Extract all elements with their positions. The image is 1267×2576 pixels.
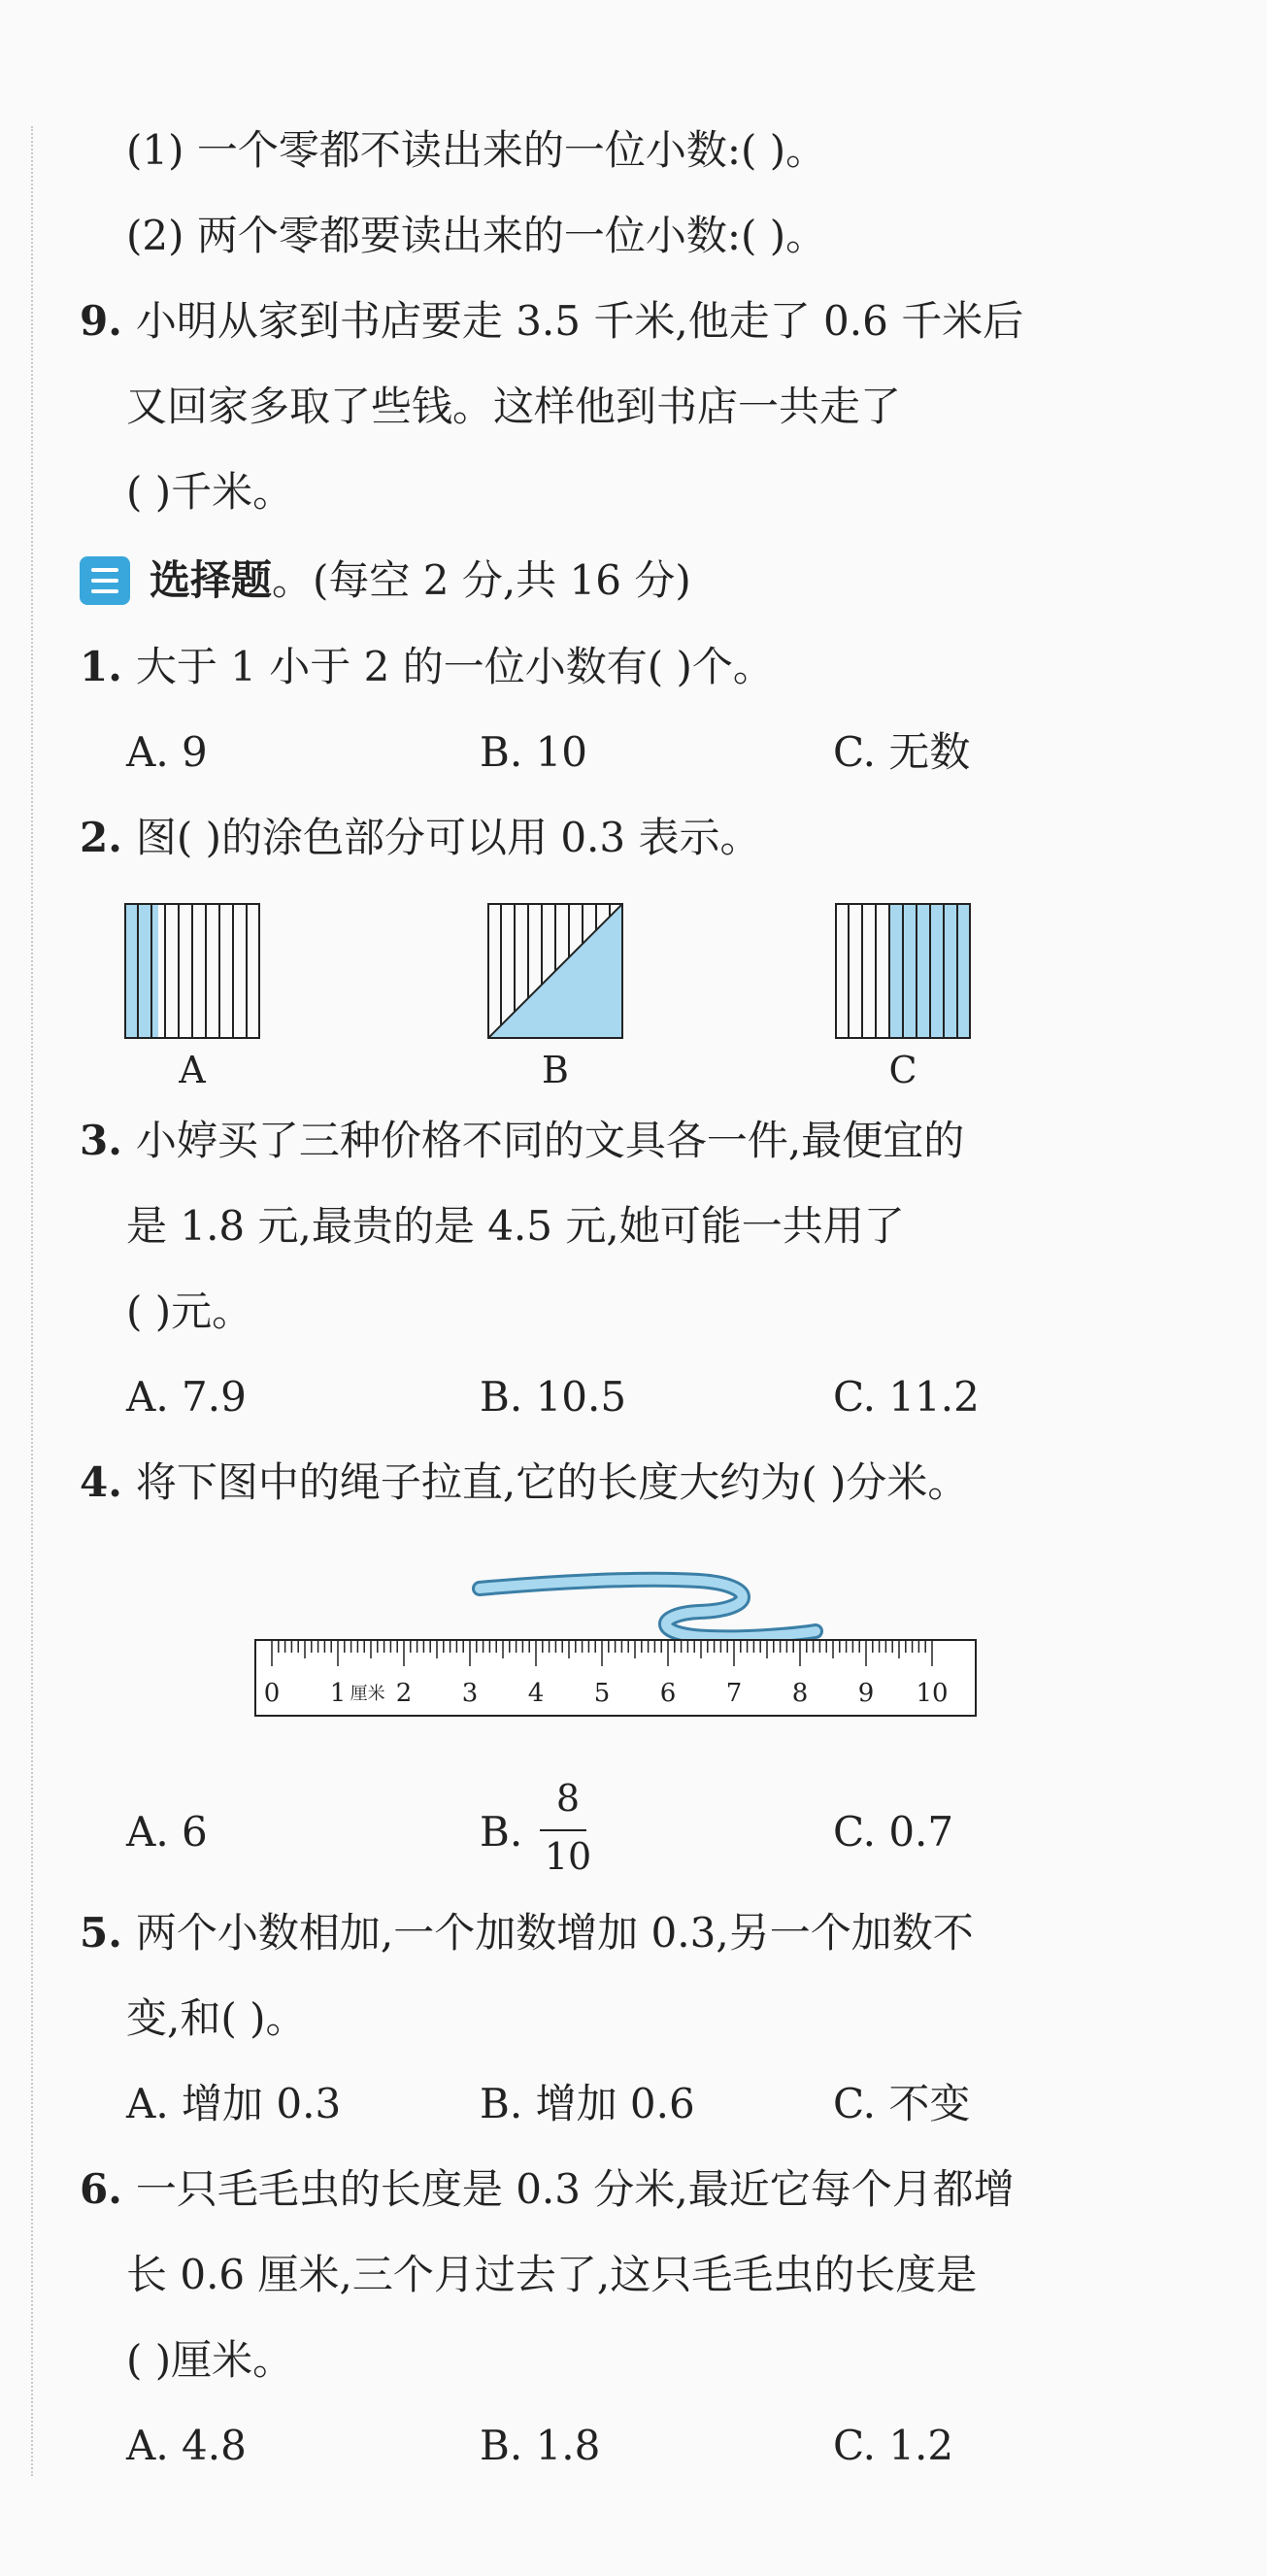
q6-line2: 长 0.6 厘米,三个月过去了,这只毛毛虫的长度是	[126, 2251, 978, 2298]
ruler-unit-label: 厘米	[350, 1684, 385, 1704]
q3-option-a: A. 7.9	[126, 1373, 247, 1421]
q6-number: 6.	[80, 2165, 122, 2213]
q4-option-a: A. 6	[126, 1808, 208, 1856]
q5-option-a: A. 增加 0.3	[126, 2080, 342, 2127]
q9-line1	[80, 297, 1023, 346]
ruler-tick-label: 9	[857, 1679, 875, 1708]
figure-c	[835, 903, 971, 1039]
q6-line1	[80, 2165, 1015, 2214]
q9-line2: 又回家多取了些钱。这样他到书店一共走了	[126, 383, 902, 430]
section-three-badge-icon	[80, 556, 130, 605]
figure-b	[487, 903, 623, 1039]
q4-option-c: C. 0.7	[833, 1808, 954, 1856]
section-title-text: 选择题	[150, 556, 273, 604]
q1-line	[80, 643, 774, 691]
q5-option-c: C. 不变	[833, 2080, 971, 2127]
q6-option-a: A. 4.8	[126, 2422, 247, 2469]
q5-line2: 变,和( )。	[126, 1994, 307, 2042]
q2-line	[80, 814, 760, 862]
q4-number: 4.	[80, 1458, 122, 1506]
q3-line1	[80, 1117, 964, 1165]
q3-line2: 是 1.8 元,最贵的是 4.5 元,她可能一共用了	[126, 1202, 905, 1250]
fraction-bar	[540, 1829, 586, 1831]
ruler-tick-label: 1	[329, 1679, 347, 1708]
q2-text: 图( )的涂色部分可以用 0.3 表示。	[135, 814, 761, 861]
q1-option-c: C. 无数	[833, 728, 971, 776]
q3-option-c: C. 11.2	[833, 1373, 980, 1421]
q5-line1	[80, 1909, 974, 1957]
q6-option-b: B. 1.8	[480, 2422, 601, 2469]
ruler	[254, 1639, 977, 1717]
q8-sub1: (1) 一个零都不读出来的一位小数:( )。	[126, 126, 827, 174]
q9-number: 9.	[80, 297, 122, 345]
q4-line	[80, 1458, 968, 1507]
ruler-tick-label: 10	[916, 1679, 949, 1708]
ruler-tick-label: 5	[593, 1679, 611, 1708]
q5-text: 两个小数相加,一个加数增加 0.3,另一个加数不	[135, 1909, 974, 1957]
q6-option-c: C. 1.2	[833, 2422, 954, 2469]
figure-b-label: B	[542, 1049, 569, 1091]
ruler-tick-label: 6	[659, 1679, 677, 1708]
q1-number: 1.	[80, 643, 122, 690]
q9-text: 小明从家到书店要走 3.5 千米,他走了 0.6 千米后	[135, 297, 1024, 345]
figure-a-label: A	[179, 1049, 206, 1091]
ruler-tick-label: 0	[263, 1679, 281, 1708]
q4-option-b-prefix: B.	[480, 1808, 523, 1856]
ruler-tick-label: 3	[461, 1679, 479, 1708]
q4-text: 将下图中的绳子拉直,它的长度大约为( )分米。	[135, 1458, 969, 1506]
rope-illustration	[466, 1554, 835, 1641]
q2-number: 2.	[80, 814, 122, 861]
figure-c-label: C	[888, 1049, 917, 1091]
q4-option-b-denominator: 10	[544, 1835, 592, 1878]
q4-option-b-numerator: 8	[555, 1777, 581, 1820]
q3-line3: ( )元。	[126, 1288, 253, 1335]
ruler-tick-label: 4	[527, 1679, 545, 1708]
section-three-title	[150, 556, 691, 605]
ruler-tick-label: 2	[395, 1679, 413, 1708]
q1-option-b: B. 10	[480, 728, 588, 776]
section-note: 。(每空 2 分,共 16 分)	[272, 556, 691, 604]
ruler-tick-label: 7	[725, 1679, 743, 1708]
q3-number: 3.	[80, 1117, 122, 1164]
q3-option-b: B. 10.5	[480, 1373, 627, 1421]
q8-sub2: (2) 两个零都要读出来的一位小数:( )。	[126, 212, 827, 259]
q6-line3: ( )厘米。	[126, 2336, 294, 2384]
figure-a	[124, 903, 260, 1039]
q5-number: 5.	[80, 1909, 122, 1957]
ruler-tick-label: 8	[791, 1679, 809, 1708]
q9-line3: ( )千米。	[126, 468, 294, 516]
q6-text: 一只毛毛虫的长度是 0.3 分米,最近它每个月都增	[135, 2165, 1015, 2213]
margin-dotted-line	[31, 126, 33, 2476]
q1-option-a: A. 9	[126, 728, 208, 776]
q1-text: 大于 1 小于 2 的一位小数有( )个。	[135, 643, 774, 690]
q5-option-b: B. 增加 0.6	[480, 2080, 695, 2127]
q3-text: 小婷买了三种价格不同的文具各一件,最便宜的	[135, 1117, 965, 1164]
